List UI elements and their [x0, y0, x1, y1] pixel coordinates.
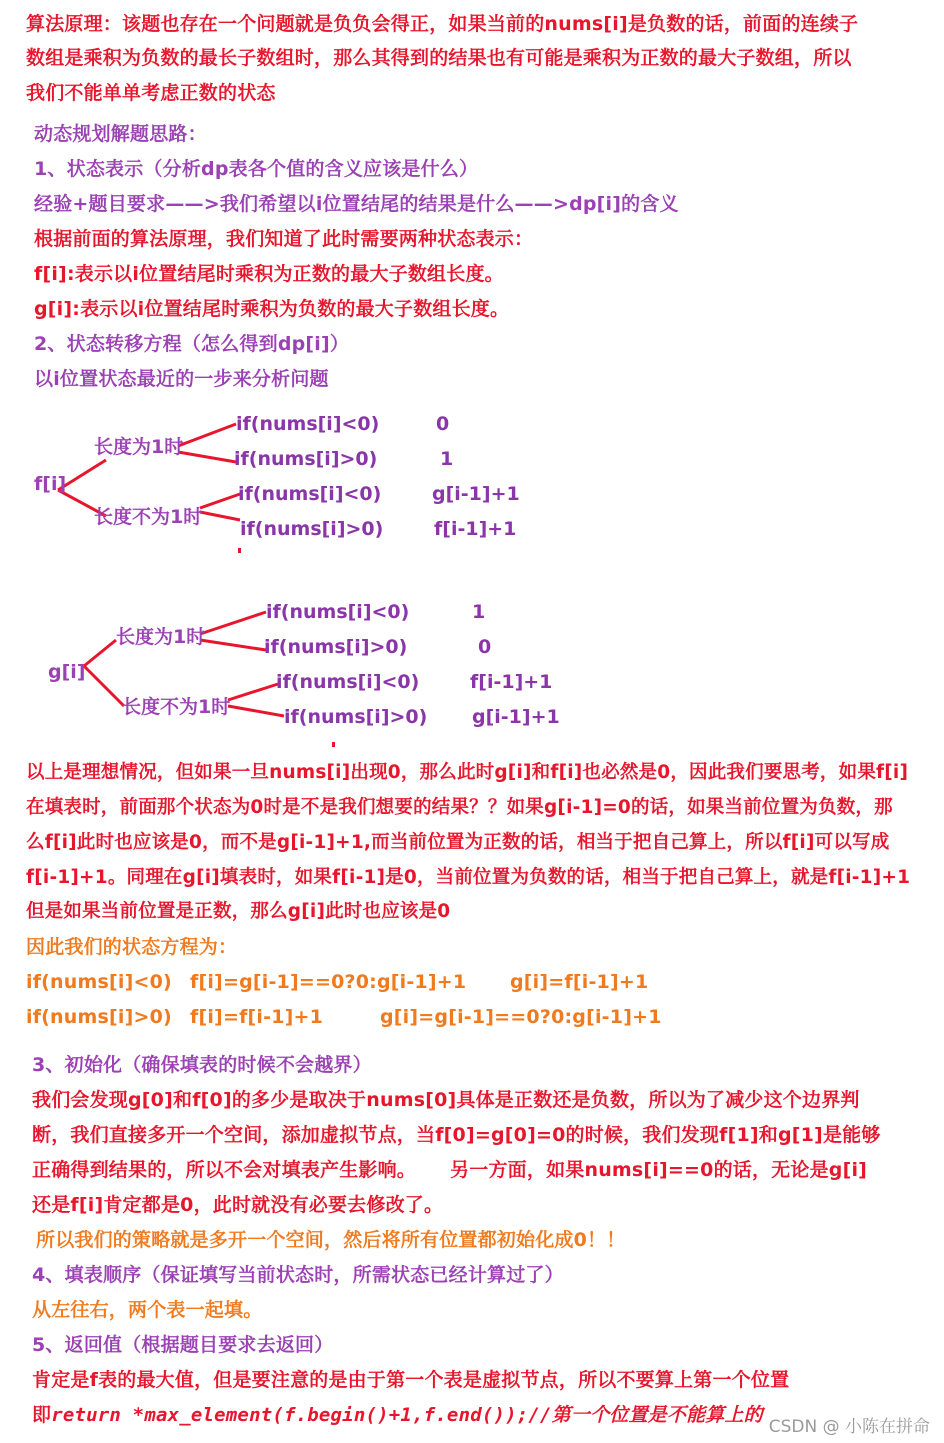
init-line-3: 正确得到结果的，所以不会对填表产生影响。 另一方面，如果nums[i]==0的话，无论是g[i] [32, 1159, 868, 1181]
g-tree-val-3: f[i-1]+1 [470, 671, 553, 693]
init-strategy: 所以我们的策略就是多开一个空间，然后将所有位置都初始化成0！！ [36, 1229, 626, 1251]
f-tree-val-3: g[i-1]+1 [432, 483, 520, 505]
eq-row2-cond: if(nums[i]>0) [26, 1006, 172, 1028]
eq-row1-g: g[i]=f[i-1]+1 [510, 971, 649, 993]
f-tree-val-1: 0 [436, 413, 450, 435]
f-tree-branch-not1: 长度不为1时 [94, 506, 203, 528]
f-tree-val-4: f[i-1]+1 [434, 518, 517, 540]
g-tree-cond-2: if(nums[i]>0) [264, 636, 408, 658]
f-tree-cond-1: if(nums[i]<0) [236, 413, 380, 435]
step2-note: 以i位置状态最近的一步来分析问题 [34, 368, 329, 390]
g-tree-branch-not1: 长度不为1时 [122, 696, 231, 718]
intro-line-3: 我们不能单单考虑正数的状态 [26, 82, 276, 104]
return-title: 5、返回值（根据题目要求去返回） [32, 1334, 334, 1356]
intro-line-1: 算法原理：该题也存在一个问题就是负负会得正，如果当前的nums[i]是负数的话，前面的连续子 [26, 13, 859, 35]
g-tree-root: g[i] [48, 661, 86, 683]
eq-row1-f: f[i]=g[i-1]==0?0:g[i-1]+1 [190, 971, 467, 993]
f-tree-branch-len1: 长度为1时 [94, 436, 184, 458]
analysis-line-2: 在填表时，前面那个状态为0时是不是我们想要的结果？？如果g[i-1]=0的话，如果当前位置为负数，那 [26, 797, 893, 818]
step2-heading: 2、状态转移方程（怎么得到dp[i]） [34, 333, 350, 355]
step1-heading: 1、状态表示（分析dp表各个值的含义应该是什么） [34, 158, 479, 180]
csdn-watermark: CSDN @ 小陈在拼命 [768, 1417, 930, 1437]
equations-title: 因此我们的状态方程为： [26, 936, 238, 958]
init-line-4: 还是f[i]肯定都是0，此时就没有必要去修改了。 [32, 1194, 444, 1216]
f-tree-val-2: 1 [440, 448, 454, 470]
init-line-1: 我们会发现g[0]和f[0]的多少是取决于nums[0]具体是正数还是负数，所以为了减少这个边界判 [32, 1089, 860, 1111]
return-line: 肯定是f表的最大值，但是要注意的是由于第一个表是虚拟节点，所以不要算上第一个位置 [32, 1369, 790, 1391]
g-tree-cond-1: if(nums[i]<0) [266, 601, 410, 623]
dp-title: 动态规划解题思路： [34, 123, 207, 145]
states-intro: 根据前面的算法原理，我们知道了此时需要两种状态表示： [34, 228, 534, 250]
g-tree-val-2: 0 [478, 636, 492, 658]
analysis-line-3: 么f[i]此时也应该是0，而不是g[i-1]+1,而当前位置为正数的话，相当于把自己算上，所以f[i]可以写成 [26, 832, 890, 853]
f-tree-root: f[i] [34, 473, 67, 495]
analysis-line-1: 以上是理想情况，但如果一旦nums[i]出现0，那么此时g[i]和f[i]也必然是0，因此我们要思考，如果f[i] [26, 762, 909, 783]
init-line-2: 断，我们直接多开一个空间，添加虚拟节点，当f[0]=g[0]=0的时候，我们发现f[1]和g[1]是能够 [32, 1124, 881, 1146]
eq-row1-cond: if(nums[i]<0) [26, 971, 172, 993]
analysis-line-5: 但是如果当前位置是正数，那么g[i]此时也应该是0 [26, 901, 451, 922]
f-tree-cond-3: if(nums[i]<0) [238, 483, 382, 505]
g-tree-cond-3: if(nums[i]<0) [276, 671, 420, 693]
eq-row2-f: f[i]=f[i-1]+1 [190, 1006, 324, 1028]
return-code-line [32, 1403, 763, 1427]
g-tree-val-1: 1 [472, 601, 486, 623]
g-tree-val-4: g[i-1]+1 [472, 706, 560, 728]
f-tree-cond-2: if(nums[i]>0) [234, 448, 378, 470]
g-tree-cond-4: if(nums[i]>0) [284, 706, 428, 728]
f-tree-cond-4: if(nums[i]>0) [240, 518, 384, 540]
g-tree-branch-len1: 长度为1时 [116, 626, 206, 648]
return-code: return *max_element(f.begin()+1,f.end());//第一个位置是不能算上的 [51, 1404, 763, 1426]
analysis-line-4: f[i-1]+1。同理在g[i]填表时，如果f[i-1]是0，当前位置为负数的话，相当于把自己算上，就是f[i-1]+1 [26, 867, 911, 888]
init-title: 3、初始化（确保填表的时候不会越界） [32, 1054, 372, 1076]
eq-row2-g: g[i]=g[i-1]==0?0:g[i-1]+1 [380, 1006, 662, 1028]
g-definition: g[i]:表示以i位置结尾时乘积为负数的最大子数组长度。 [34, 298, 510, 320]
step1-note: 经验+题目要求——>我们希望以i位置结尾的结果是什么——>dp[i]的含义 [34, 193, 679, 215]
f-definition: f[i]:表示以i位置结尾时乘积为正数的最大子数组长度。 [34, 263, 504, 285]
return-code-prefix: 即 [32, 1404, 52, 1426]
order-line: 从左往右，两个表一起填。 [32, 1299, 263, 1321]
order-title: 4、填表顺序（保证填写当前状态时，所需状态已经计算过了） [32, 1264, 564, 1286]
intro-line-2: 数组是乘积为负数的最长子数组时，那么其得到的结果也有可能是乘积为正数的最大子数组，所以 [26, 47, 852, 69]
